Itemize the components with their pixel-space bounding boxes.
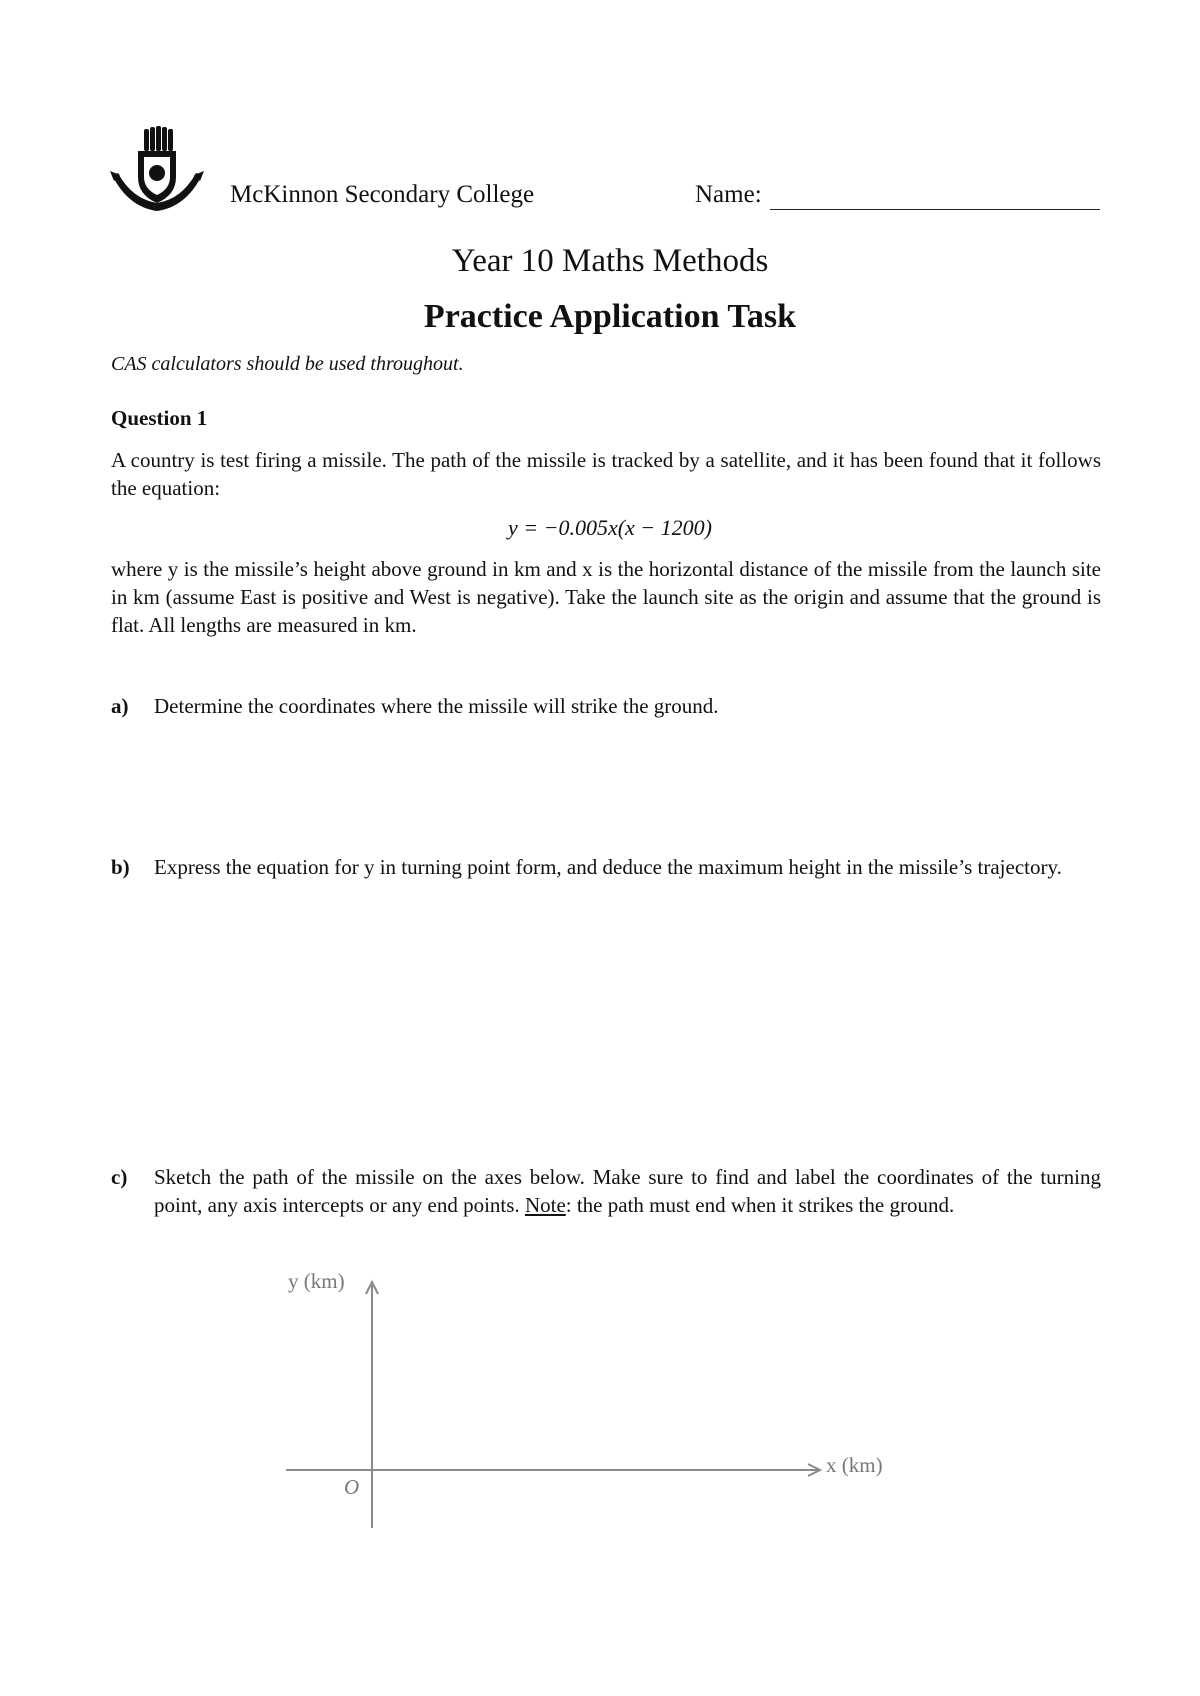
origin-label: O bbox=[344, 1475, 360, 1499]
part-c-note-word: Note bbox=[524, 1193, 566, 1217]
part-c-label: c) bbox=[111, 1165, 128, 1189]
part-b-text: Express the equation for y in turning point form, and deduce the maximum height in the missile’s trajectory. bbox=[154, 855, 1062, 879]
college-name: McKinnon Secondary College bbox=[230, 181, 535, 208]
question-context: where y is the missile’s height above ground in km and x is the horizontal distance of the missile from the launch site in km (assume East is positive and West is negative). Take the launch site as the origin and assume that the ground is flat. All lengths are measured in km. bbox=[111, 557, 1101, 637]
question-intro: A country is test firing a missile. The path of the missile is tracked by a satellite, and it has been found that it follows the equation: bbox=[111, 448, 1101, 500]
part-c-text-note: : the path must end when it strikes the ground. bbox=[565, 1193, 955, 1217]
x-axis-label: x (km) bbox=[826, 1453, 883, 1477]
equation: y = −0.005x(x − 1200) bbox=[508, 515, 712, 540]
page-subtitle: Practice Application Task bbox=[423, 298, 797, 335]
part-b-label: b) bbox=[111, 855, 130, 879]
part-c-text-main: Sketch the path of the missile on the axes below. Make sure to find and label the coordinates of the turning point, any axis intercepts or any end points. bbox=[154, 1165, 1101, 1217]
name-label: Name: bbox=[695, 181, 762, 208]
page-title: Year 10 Maths Methods bbox=[451, 243, 769, 279]
y-axis-label: y (km) bbox=[288, 1269, 345, 1293]
part-a-text: Determine the coordinates where the missile will strike the ground. bbox=[154, 694, 719, 718]
instructions-text: CAS calculators should be used throughout. bbox=[111, 353, 464, 375]
part-a-label: a) bbox=[111, 694, 129, 718]
question-heading: Question 1 bbox=[111, 406, 208, 430]
